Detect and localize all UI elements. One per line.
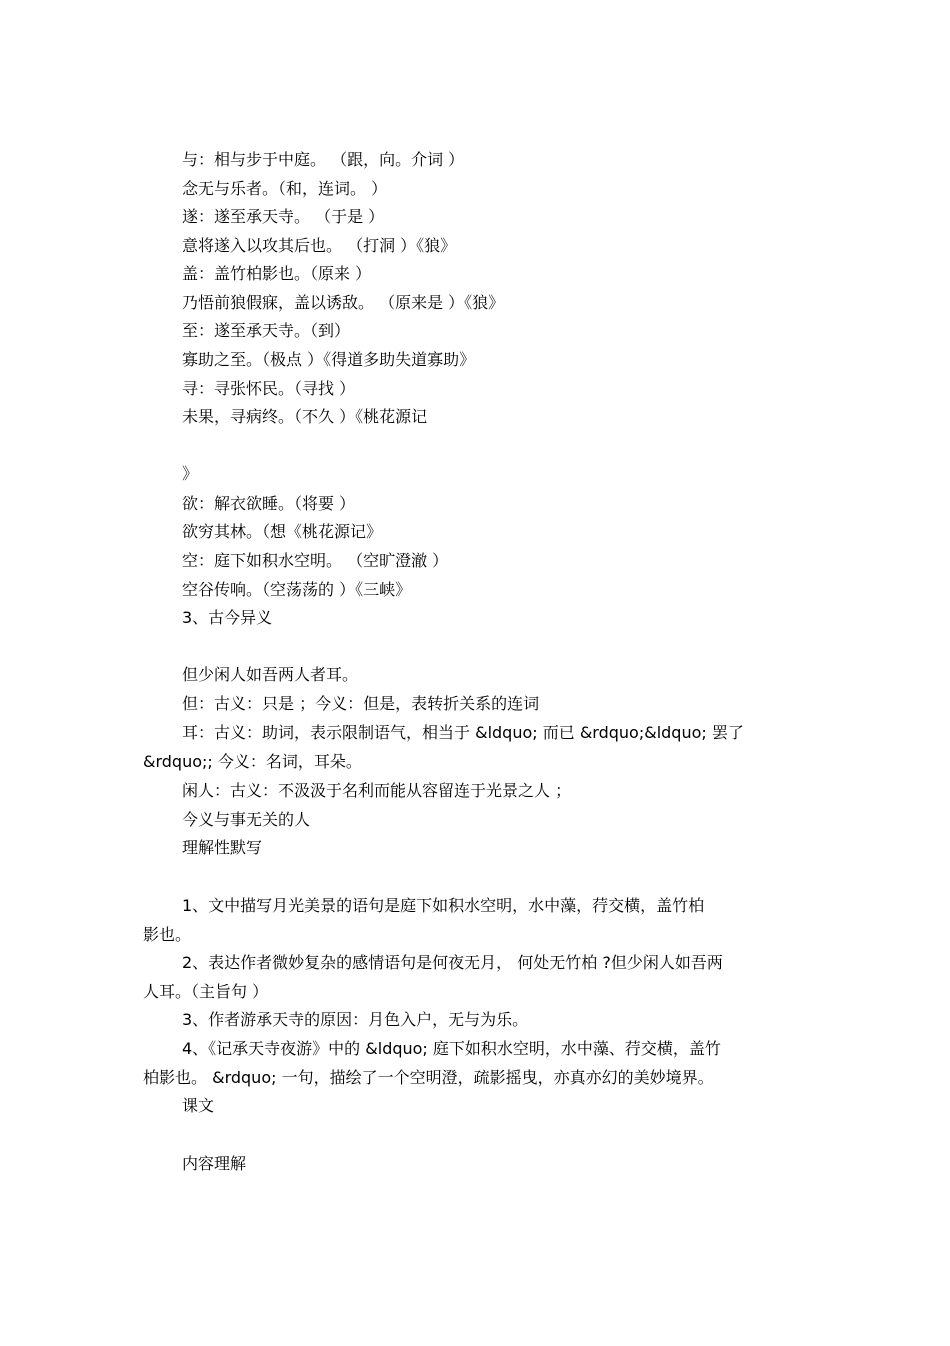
text-line: 盖：盖竹柏影也。（原来 ） [182,264,372,283]
text-line: 念无与乐者。（和，连词。 ） [182,179,388,198]
text-line: 1、文中描写月光美景的语句是庭下如积水空明，水中藻，荇交横，盖竹柏 [182,896,705,915]
text-line: 3、作者游承天寺的原因：月色入户，无与为乐。 [182,1010,529,1029]
text-line: 闲人：古义：不汲汲于名利而能从容留连于光景之人 ； [182,781,572,800]
text-line: 耳：古义：助词，表示限制语气，相当于 &ldquo; 而已 &rdquo;&ldquo; 罢了 [182,723,744,742]
text-line: 2、表达作者微妙复杂的感情语句是何夜无月， 何处无竹柏 ?但少闲人如吾两 [182,953,723,972]
text-line: 空谷传响。（空荡荡的 ）《三峡》 [182,580,412,599]
text-line: 空：庭下如积水空明。 （空旷澄澈 ） [182,551,449,570]
text-line: 》 [182,464,199,483]
text-line: 4、《记承天寺夜游》中的 &ldquo; 庭下如积水空明，水中藻、荇交横，盖竹 [182,1039,721,1058]
text-line: 与：相与步于中庭。 （跟，向。介词 ） [182,150,465,169]
text-line: 寡助之至。（极点 ）《得道多助失道寡助》 [182,350,476,369]
text-line: 柏影也。 &rdquo; 一句，描绘了一个空明澄，疏影摇曳，亦真亦幻的美妙境界。 [143,1068,714,1087]
text-line: 欲穷其林。（想《桃花源记》 [182,522,383,541]
text-line: 欲：解衣欲睡。（将要 ） [182,494,356,513]
text-line: 意将遂入以攻其后也。 （打洞 ）《狼》 [182,236,457,255]
section-heading: 3、古今异义 [182,608,273,627]
text-line: 影也。 [143,925,192,944]
text-line: 遂：遂至承天寺。 （于是 ） [182,207,385,226]
section-heading: 内容理解 [182,1154,247,1173]
text-line: 寻：寻张怀民。（寻找 ） [182,379,356,398]
section-heading: 课文 [182,1096,215,1115]
text-line: 但：古义：只是 ；今义：但是，表转折关系的连词 [182,694,540,713]
text-line: 至：遂至承天寺。（到） [182,321,351,340]
text-line: 乃悟前狼假寐，盖以诱敌。 （原来是 ）《狼》 [182,293,505,312]
text-line: 人耳。（主旨句 ） [143,982,269,1001]
text-line: 今义与事无关的人 [182,810,311,829]
section-heading: 理解性默写 [182,838,263,857]
text-line: 但少闲人如吾两人者耳。 [182,665,359,684]
text-line: &rdquo;; 今义：名词，耳朵。 [143,752,362,771]
text-line: 未果，寻病终。（不久 ）《桃花源记 [182,407,428,426]
